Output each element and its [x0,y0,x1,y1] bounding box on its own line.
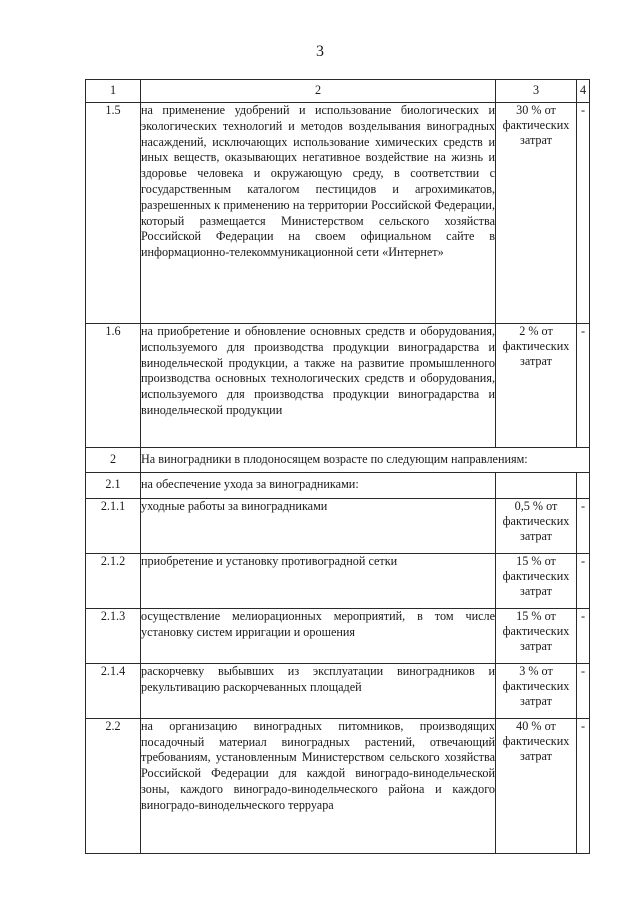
table-row [86,448,590,473]
row-description: на обеспечение ухода за виноградниками: [141,472,496,498]
header-col-1: 1 [86,80,141,103]
table-row [86,472,590,498]
row-rate: 40 % от фактических затрат [496,718,577,853]
row-col4: - [577,553,590,608]
row-rate: 15 % от фактических затрат [496,553,577,608]
row-description: на организацию виноградных питомников, производящих посадочный материал виноградных растений, отвечающий требованиям, установленным Министерством сельского хозяйства Российской Федерации для каждой виноградо-винодельческой зоны, каждого виноградо-винодельческого района и каждого виноградо-винодельческого терруара [141,718,496,853]
row-col4: - [577,103,590,324]
table-row [86,663,590,718]
row-number: 2.1.2 [86,553,141,608]
row-number: 1.6 [86,324,141,448]
row-rate: 2 % от фактических затрат [496,324,577,448]
table-row [86,103,590,324]
row-number: 2.1.3 [86,608,141,663]
row-description: раскорчевку выбывших из эксплуатации виноградников и рекультивацию раскорчеванных площадей [141,663,496,718]
row-col4: - [577,663,590,718]
page-number: 3 [316,43,324,60]
table-row [86,718,590,853]
header-col-4: 4 [577,80,590,103]
row-description: осуществление мелиорационных мероприятий, в том числе установку систем ирригации и орошения [141,608,496,663]
row-col4 [577,472,590,498]
row-description: уходные работы за виноградниками [141,498,496,553]
row-col4: - [577,718,590,853]
row-description: приобретение и установку противоградной сетки [141,553,496,608]
table-row [86,608,590,663]
subsidy-rates-table [85,79,590,854]
row-col4: - [577,608,590,663]
row-rate: 15 % от фактических затрат [496,608,577,663]
table-header-row [86,80,590,103]
table-row [86,553,590,608]
table-row [86,324,590,448]
row-rate [496,472,577,498]
row-description: На виноградники в плодоносящем возрасте по следующим направлениям: [141,448,590,473]
row-rate: 30 % от фактических затрат [496,103,577,324]
row-description: на приобретение и обновление основных средств и оборудования, используемого для производства продукции виноградарства и винодельческой продукции, а также на развитие промышленного производства основных технологических средств и оборудования, используемого для производства продукции виноградарства и винодельческой продукции [141,324,496,448]
table-row [86,498,590,553]
row-number: 2.2 [86,718,141,853]
row-col4: - [577,324,590,448]
row-number: 2 [86,448,141,473]
row-number: 1.5 [86,103,141,324]
row-number: 2.1.4 [86,663,141,718]
row-number: 2.1.1 [86,498,141,553]
row-number: 2.1 [86,472,141,498]
row-rate: 3 % от фактических затрат [496,663,577,718]
row-description: на применение удобрений и использование биологических и экологических технологий и методов возделывания виноградных насаждений, исключающих использование химических средств и иных веществ, оказывающих негативное воздействие на жизнь и здоровье человека и окружающую среду, в соответствии с государственным каталогом пестицидов и агрохимикатов, разрешенных к применению на территории Российской Федерации, который размещается Министерством сельского хозяйства Российской Федерации на своем официальном сайте в информационно-телекоммуникационной сети «Интернет» [141,103,496,324]
header-col-2: 2 [141,80,496,103]
row-rate: 0,5 % от фактических затрат [496,498,577,553]
row-col4: - [577,498,590,553]
header-col-3: 3 [496,80,577,103]
